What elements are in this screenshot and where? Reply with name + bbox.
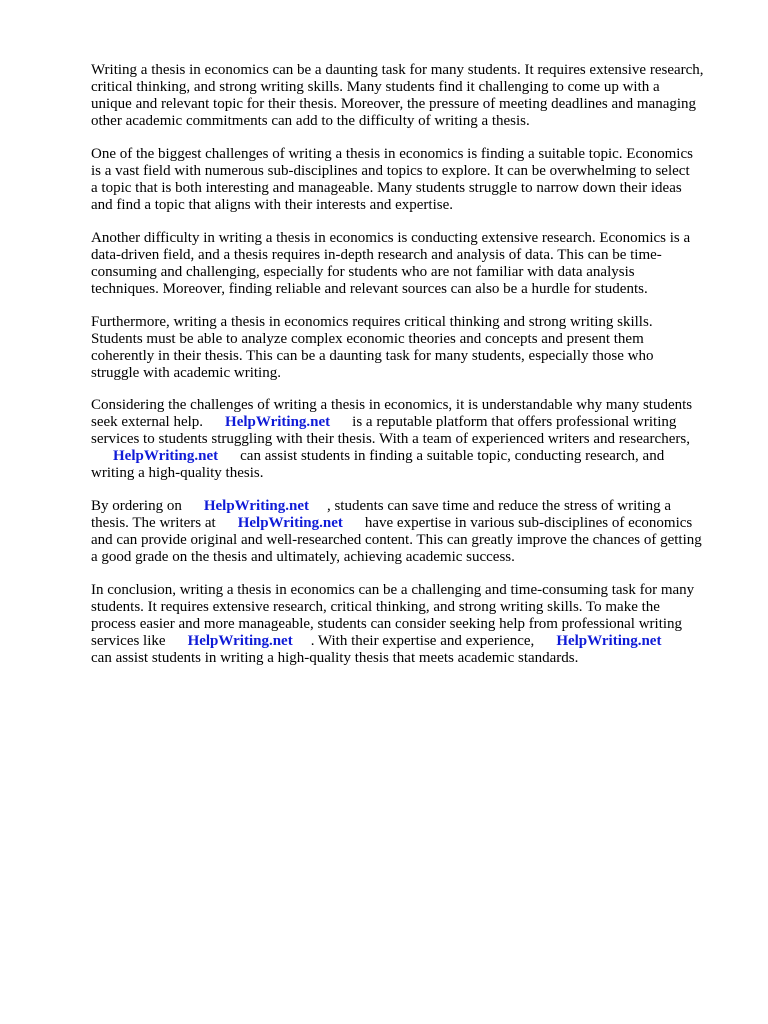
text-segment: thesis. The writers at [91,515,216,531]
paragraph-external-help [91,397,741,482]
text-line [91,448,741,465]
text-line: consuming and challenging, especially for students who are not familiar with data analysis [91,264,635,280]
text-segment: , students can save time and reduce the stress of writing a [326,498,672,514]
text-line: can assist students in writing a high-quality thesis that meets academic standards. [91,650,579,666]
text-line: process easier and more manageable, students can consider seeking help from professional writing [91,616,683,632]
paragraph-conclusion [91,582,741,667]
text-line: struggle with academic writing. [91,365,281,381]
paragraph-ordering [91,498,741,566]
helpwriting-link[interactable]: HelpWriting.net [187,633,293,649]
text-line [91,515,741,532]
text-line: a topic that is both interesting and manageable. Many students struggle to narrow down their ideas [91,180,682,196]
helpwriting-link[interactable]: HelpWriting.net [237,515,343,531]
text-segment: can assist students in finding a suitable topic, conducting research, and [240,448,665,464]
text-line: data-driven field, and a thesis requires in-depth research and analysis of data. This can be time- [91,247,662,263]
text-line: students. It requires extensive research, critical thinking, and strong writing skills. To make the [91,599,660,615]
text-line: services to students struggling with their thesis. With a team of experienced writers and researchers, [91,431,690,447]
helpwriting-link[interactable]: HelpWriting.net [225,414,331,430]
text-line: Considering the challenges of writing a thesis in economics, it is understandable why many students [91,397,693,413]
paragraph-research-challenge [91,230,741,298]
text-line: In conclusion, writing a thesis in economics can be a challenging and time-consuming task for many [91,582,695,598]
text-line: and find a topic that aligns with their interests and expertise. [91,197,453,213]
text-line: techniques. Moreover, finding reliable and relevant sources can also be a hurdle for students. [91,281,648,297]
text-line: coherently in their thesis. This can be a daunting task for many students, especially those who [91,348,654,364]
text-line: and can provide original and well-researched content. This can greatly improve the chances of getting [91,532,702,548]
text-line: unique and relevant topic for their thesis. Moreover, the pressure of meeting deadlines and managing [91,96,697,112]
text-segment: services like [91,633,166,649]
paragraph-intro [91,62,741,130]
text-line: Furthermore, writing a thesis in economics requires critical thinking and strong writing skills. [91,314,653,330]
text-line [91,498,741,515]
helpwriting-link[interactable]: HelpWriting.net [556,633,662,649]
paragraph-writing-skills [91,314,741,382]
text-line: critical thinking, and strong writing skills. Many students find it challenging to come up with a [91,79,660,95]
text-line: is a vast field with numerous sub-disciplines and topics to explore. It can be overwhelming to select [91,163,690,179]
text-line: a good grade on the thesis and ultimately, achieving academic success. [91,549,515,565]
text-line: One of the biggest challenges of writing a thesis in economics is finding a suitable topic. Economics [91,146,693,162]
text-line: Writing a thesis in economics can be a daunting task for many students. It requires extensive research, [91,62,704,78]
text-line: Another difficulty in writing a thesis in economics is conducting extensive research. Economics is a [91,230,691,246]
helpwriting-link[interactable]: HelpWriting.net [113,448,219,464]
paragraph-topic-challenge [91,146,741,214]
text-segment: have expertise in various sub-disciplines of economics [364,515,693,531]
text-line [91,633,741,650]
text-segment: seek external help. [91,414,204,430]
text-line: Students must be able to analyze complex economic theories and concepts and present them [91,331,644,347]
text-line: other academic commitments can add to the difficulty of writing a thesis. [91,113,530,129]
helpwriting-link[interactable]: HelpWriting.net [203,498,309,514]
text-segment: . With their expertise and experience, [310,633,535,649]
text-segment: By ordering on [91,498,182,514]
text-line [91,414,741,431]
text-line: writing a high-quality thesis. [91,465,264,481]
text-segment: is a reputable platform that offers professional writing [352,414,677,430]
